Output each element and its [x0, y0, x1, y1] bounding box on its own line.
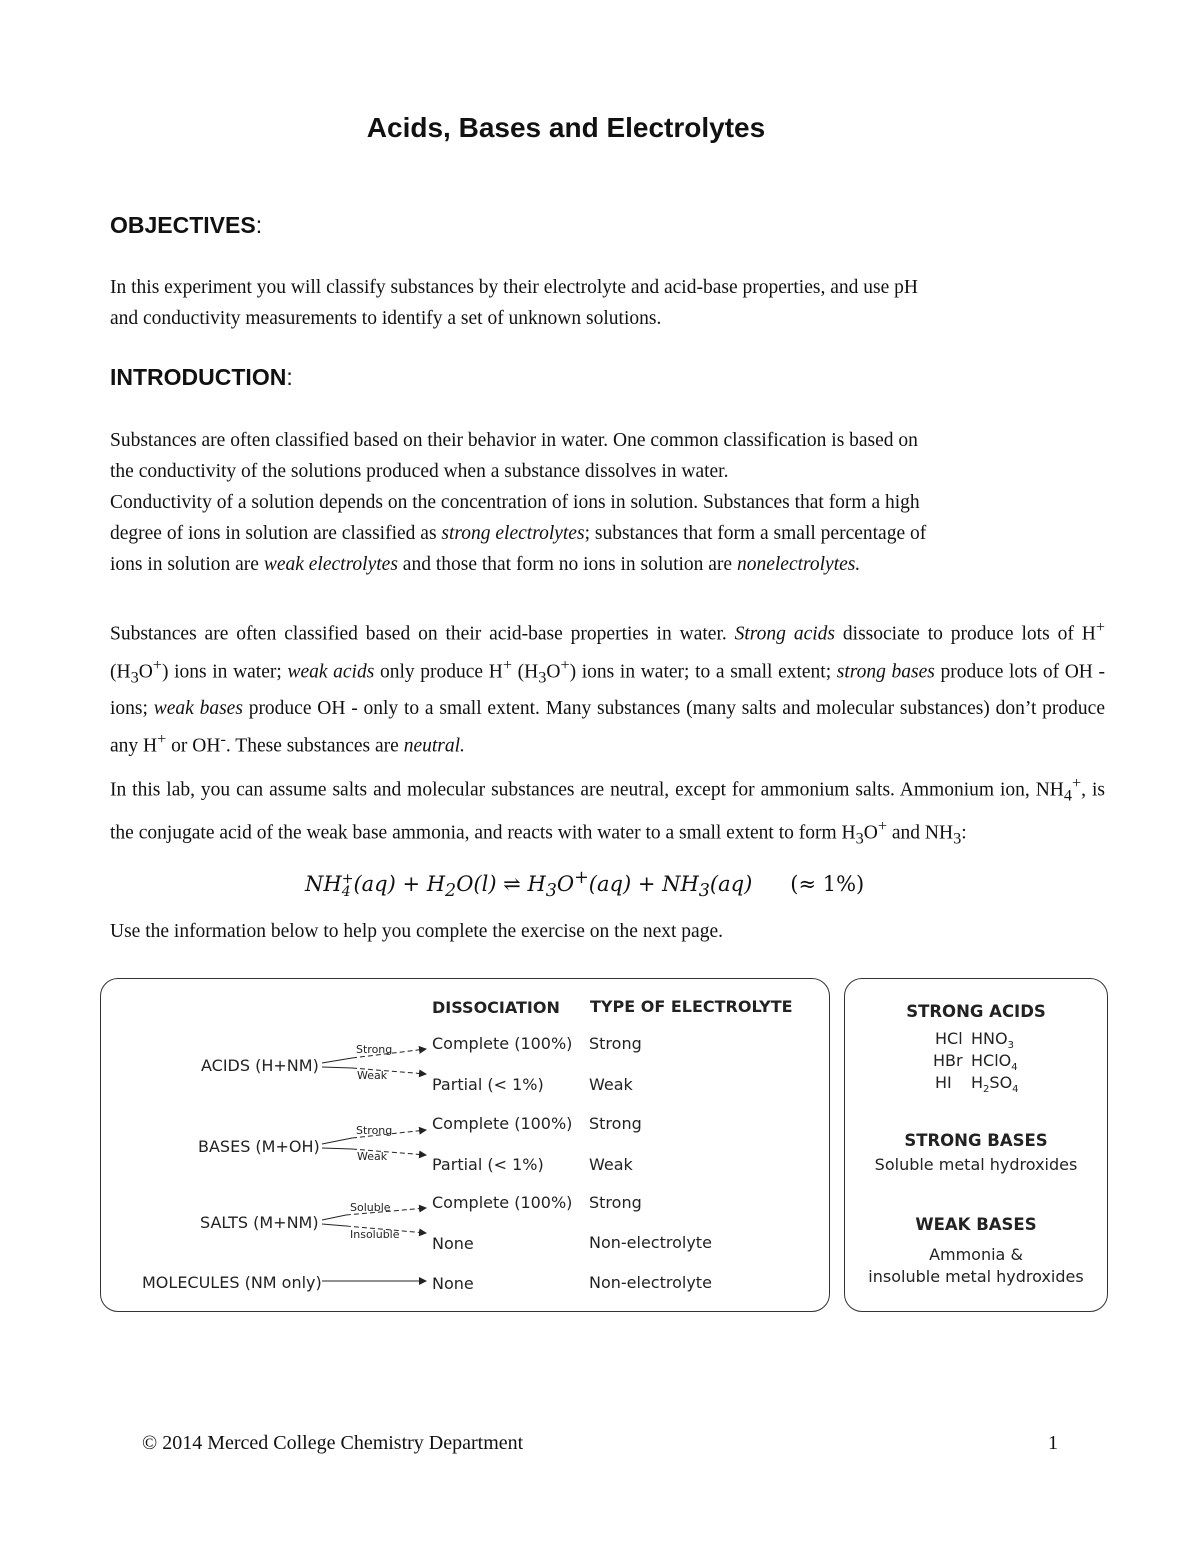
bases-dissoc-complete: Complete (100%)	[432, 1114, 573, 1133]
acids-type-strong: Strong	[589, 1034, 642, 1053]
footer-copyright: © 2014 Merced College Chemistry Department	[142, 1432, 524, 1454]
page-title: Acids, Bases and Electrolytes	[366, 112, 766, 143]
acids-weak-label: Weak	[357, 1069, 388, 1082]
acids-strong-label: Strong	[356, 1043, 393, 1056]
introduction-heading: INTRODUCTION:	[110, 364, 293, 390]
electrolyte-type-header: TYPE OF ELECTROLYTE	[590, 997, 793, 1016]
bases-weak-label: Weak	[357, 1150, 388, 1163]
molecules-type-nonelectrolyte: Non-electrolyte	[589, 1273, 712, 1292]
bases-strong-label: Strong	[356, 1124, 393, 1137]
strong-acid-hi: HI	[935, 1073, 952, 1092]
dissociation-header: DISSOCIATION	[432, 998, 560, 1017]
page-number: 1	[1048, 1432, 1058, 1454]
weak-bases-line1: Ammonia &	[929, 1245, 1023, 1264]
salts-type-nonelectrolyte: Non-electrolyte	[589, 1233, 712, 1252]
ammonium-equation: NH + 4 $(aq) + H_2O(l)$ ⇌ $H_3O^+(aq) + NH_3(aq)$ (≈ 1%)	[305, 868, 865, 902]
weak-bases-heading: WEAK BASES	[915, 1215, 1037, 1234]
salts-type-strong: Strong	[589, 1193, 642, 1212]
salts-label: SALTS (M+NM)	[200, 1213, 319, 1232]
acids-strong-arrow	[322, 1058, 352, 1063]
molecules-label: MOLECULES (NM only)	[142, 1273, 322, 1292]
bases-type-strong: Strong	[589, 1114, 642, 1133]
bases-weak-arrow	[322, 1148, 352, 1149]
bases-label: BASES (M+OH)	[198, 1137, 320, 1156]
bases-dissoc-partial: Partial (< 1%)	[432, 1155, 544, 1174]
strong-acid-hbr: HBr	[933, 1051, 963, 1070]
strong-acid-hno3: $HNO_3$	[971, 1029, 1014, 1052]
molecules-dissoc-none: None	[432, 1274, 474, 1293]
salts-insoluble-label: Insoluble	[350, 1228, 400, 1241]
strong-acid-hclo4: HClO$_4$	[971, 1051, 1018, 1074]
strong-acid-h2so4: $H_2SO_4$	[971, 1073, 1019, 1096]
intro-paragraph-acid-base: Substances are often classified based on their acid-base properties in water. Strong acids dissociate to produce lots of H+ $(H_3O^+)$ ions in water; weak acids only produce H+ $(H_3O^+)$ ions in water; to a small extent; strong bases produce lots of OH - ions; weak bases produce OH - only to a small extent. Many substances (many salts and molecular substances) don’t produce any H+ or OH-. These substances are neutral.	[110, 618, 1106, 757]
acids-weak-arrow	[322, 1067, 352, 1068]
intro-paragraph-ammonium: In this lab, you can assume salts and molecular substances are neutral, except for ammonium salts. Ammonium ion, $NH_4^+$, is the conjugate acid of the weak base ammonia, and reacts with water to a small extent to form $H_3O^+$ and $NH_3$:	[110, 774, 1105, 848]
acids-type-weak: Weak	[589, 1075, 633, 1094]
objectives-text: In this experiment you will classify substances by their electrolyte and acid-base properties, and use pH and conductivity measurements to identify a set of unknown solutions.	[110, 277, 918, 329]
salts-soluble-arrow	[322, 1215, 346, 1220]
bases-type-weak: Weak	[589, 1155, 633, 1174]
acids-dissoc-partial: Partial (< 1%)	[432, 1075, 544, 1094]
salts-insoluble-arrow	[322, 1224, 346, 1226]
bases-strong-arrow	[322, 1138, 352, 1144]
acids-dissoc-complete: Complete (100%)	[432, 1034, 573, 1053]
intro-instruction: Use the information below to help you complete the exercise on the next page.	[110, 921, 723, 942]
strong-bases-text: Soluble metal hydroxides	[874, 1155, 1078, 1174]
strong-bases-heading: STRONG BASES	[904, 1131, 1048, 1150]
salts-dissoc-complete: Complete (100%)	[432, 1193, 573, 1212]
intro-paragraph-conductivity: Substances are often classified based on their behavior in water. One common classification is based on the conductivity of the solutions produced when a substance dissolves in water. Conductivity of a solution depends on the concentration of ions in solution. Substances that form a high degree of ions in solution are classified as strong electrolytes; substances that form a small percentage of ions in solution are weak electrolytes and those that form no ions in solution are nonelectrolytes.	[110, 430, 927, 575]
objectives-heading: OBJECTIVES:	[110, 212, 263, 238]
acids-label: ACIDS (H+NM)	[201, 1056, 319, 1075]
salts-dissoc-none: None	[432, 1234, 474, 1253]
strong-acid-hcl: HCl	[935, 1029, 963, 1048]
salts-soluble-label: Soluble	[350, 1201, 391, 1214]
strong-acids-heading: STRONG ACIDS	[906, 1002, 1046, 1021]
weak-bases-line2: insoluble metal hydroxides	[868, 1267, 1084, 1286]
